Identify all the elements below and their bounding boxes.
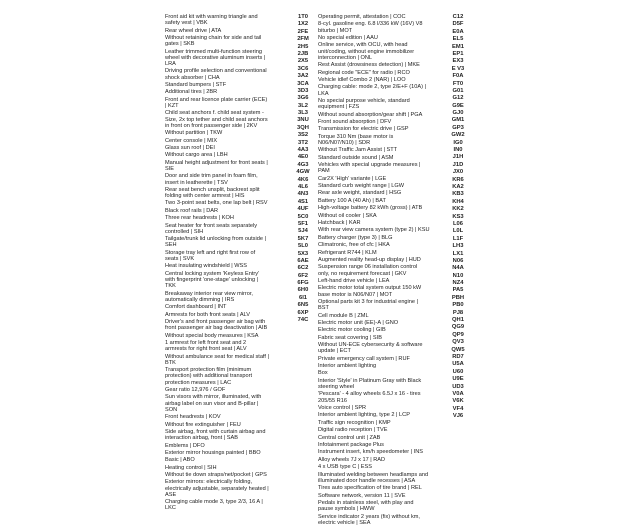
option-code: N4A: [452, 265, 464, 272]
option-code: 6I1: [298, 294, 308, 301]
option-code: G01: [452, 87, 464, 94]
option-code: 4GW: [296, 169, 310, 176]
option-code: IG0: [453, 139, 463, 146]
option-code: KB3: [452, 191, 464, 198]
option-description: Rest Assist (drowsiness detection) | MKE: [318, 62, 420, 69]
option-description: Transport protection film (minimum protection) with additional transport protection measures | LAC: [165, 367, 253, 386]
option-code: QG9: [451, 324, 465, 331]
option-code: KR6: [452, 176, 464, 183]
option-description: Heat insulating windshield | WSS: [165, 263, 247, 270]
option-description: Digital radio reception | TVE: [318, 427, 388, 434]
option-description: Battery 100 A (40 Ah) | BAT: [318, 197, 386, 204]
option-description: Without partition | TKW: [165, 130, 223, 137]
option-code: 4L6: [298, 183, 308, 190]
option-description: Torque 310 Nm (base motor is N06/N07/N10) | SDR: [318, 133, 394, 146]
option-code: 74C: [297, 317, 309, 324]
option-code: 2H5: [297, 43, 309, 50]
option-code: 6F2: [298, 272, 308, 279]
option-description: Without special body measures | KSA: [165, 332, 259, 339]
option-code: 5F1: [298, 220, 308, 227]
option-description: Central control unit | ZAB: [318, 434, 381, 441]
option-description: Refrigerant R744 | KLM: [318, 249, 377, 256]
option-description: Hatchback | KAR: [318, 220, 361, 227]
option-description: Vehicle idlef Combo 2 (NAR) | LOO: [318, 76, 406, 83]
option-description: Gear ratio 12,976 / GOF: [165, 386, 226, 393]
option-description: High-voltage battery 82 kWh (gross) | ATB: [318, 205, 423, 212]
option-code: 2JB: [297, 50, 309, 57]
option-code: EX3: [452, 58, 464, 65]
option-code: N10: [452, 272, 464, 279]
option-description: Without cargo area | LBH: [165, 152, 228, 159]
option-code: U5A: [452, 361, 464, 368]
option-description: 1 armrest for left front seat and 2 armrests for right front seat | ALV: [165, 339, 247, 353]
option-code: 3QH: [297, 124, 309, 131]
option-code: 1T0: [298, 14, 308, 20]
option-description: Electric motor unit (EE)-A | GNO: [318, 319, 399, 326]
option-description: Rear wheel drive | ATA: [165, 27, 222, 34]
option-code: U60: [452, 368, 464, 375]
option-code: KA2: [452, 183, 464, 190]
option-code: V6K: [452, 398, 464, 405]
option-description: Manual height adjustment for front seats | SIE: [165, 159, 268, 172]
option-description: Regional code "ECE" for radio | RCO: [318, 69, 410, 76]
option-code: GM1: [451, 117, 465, 124]
option-description: Heating control | SIH: [165, 464, 217, 471]
option-description: Transmission for electric drive | GSP: [318, 126, 409, 133]
description-column-2: [318, 14, 430, 526]
option-description: Central locking system 'Keyless Entry' with fingerprint 'one-stage' unlocking | TKK: [165, 270, 260, 290]
option-code: 6FG: [297, 280, 309, 287]
option-description: Alloy wheels 7J x 17 | RAD: [318, 456, 386, 463]
option-code: 3C6: [297, 65, 309, 72]
option-description: Electric motor cooling | GIB: [318, 327, 386, 334]
option-description: Instrument insert, km/h speedometer | INS: [318, 449, 423, 456]
option-code: 3G6: [297, 95, 309, 102]
option-description: Infotainment package Plus: [318, 442, 384, 448]
option-code: D5F: [452, 21, 464, 28]
option-description: Exterior mirrors: electrically folding, electrically adjustable, separately heated | ASE: [165, 479, 269, 498]
option-description: Front headrests | KOV: [165, 414, 221, 421]
option-code: JX0: [452, 169, 464, 176]
option-description: Without oil cooler | SKA: [318, 212, 377, 219]
option-description: Front and rear licence plate carrier (ECE) | KZT: [165, 96, 268, 109]
option-description: Operating permit, attestation | COC: [318, 14, 406, 20]
option-description: 'Pescara' - 4 alloy wheels 6.5J x 16 - tires 205/55 R16: [318, 391, 421, 404]
option-description: Sun visors with mirror, illuminated, with airbag label on sun visor and B-pillar | SON: [165, 394, 262, 413]
option-code: L1F: [452, 235, 464, 242]
option-description: Service indicator 2 years (fix) without km, electric vehicle | SEA: [318, 513, 420, 526]
option-description: Center console | MIX: [165, 137, 218, 144]
option-description: Suspension range 06 installation control only, no requirement forecast | GKV: [318, 264, 418, 277]
option-description: Driver's and front passenger air bag with front passenger air bag deactivation | AIB: [165, 319, 268, 332]
option-description: Box: [318, 370, 328, 377]
option-description: Battery charger (type 3) | BLG: [318, 234, 393, 241]
option-description: Without retaining chain for side and tail gates | SKB: [165, 34, 262, 48]
option-description: Three rear headrests | KOH: [165, 215, 234, 222]
option-description: Door and side trim panel in foam film, insert in leatherette | TSV: [165, 173, 258, 186]
option-description: No special edition | AAU: [318, 34, 378, 41]
option-description: Augmented reality head-up display | HUD: [318, 256, 421, 263]
option-code: G12: [452, 95, 464, 102]
option-code: EL5: [452, 36, 464, 43]
option-description: Charging cable mode 3, type 2/3, 16 A | LKC: [165, 499, 263, 512]
option-code: 3L3: [298, 110, 308, 117]
option-code: PB0: [452, 302, 464, 309]
code-column-1: [290, 14, 316, 480]
option-code: E V3: [451, 65, 465, 72]
option-code: 4A3: [297, 147, 309, 154]
option-description: Standard outside sound | ASM: [318, 154, 394, 161]
option-code: NZ4: [452, 280, 464, 287]
option-description: 8-cyl. gasoline eng. 6.8 l/336 kW (16V) V8 biturbo | MOT: [318, 21, 423, 34]
option-description: Cell module B | ZML: [318, 312, 369, 319]
option-description: Without Traffic Jam Assist | STT: [318, 147, 398, 154]
option-description: Voice control | SPR: [318, 405, 367, 412]
option-code: 6H0: [297, 287, 309, 294]
option-description: Pedals in stainless steel, with play and pause symbols | HWW: [318, 499, 414, 513]
option-code: EP1: [452, 50, 464, 57]
option-description: Online service, with OCU, with head unit/coding, without engine immobilizer interconnection | ONL: [318, 42, 415, 61]
option-code: FT0: [452, 80, 464, 87]
option-code: 4E0: [297, 154, 309, 161]
option-description: Armrests for both front seats | ALV: [165, 311, 250, 318]
option-description: Rear axle weight, standard | HSG: [318, 190, 402, 197]
option-description: Additional tires | 2BR: [165, 89, 218, 96]
option-code: 5J4: [298, 228, 308, 235]
option-description: Exterior mirror housings painted | BBO: [165, 449, 261, 456]
option-code: GJ0: [452, 110, 464, 117]
option-code: QH1: [452, 317, 464, 324]
option-code: 4N3: [297, 191, 309, 198]
option-code: RD7: [452, 353, 464, 360]
option-description: Optional parts kit 3 for industrial engine | BST: [318, 298, 419, 312]
option-code: LX1: [452, 250, 464, 257]
option-code: C12: [452, 14, 464, 20]
option-code: UD3: [452, 383, 464, 390]
option-description: Fabric seat covering | SIB: [318, 334, 382, 341]
option-code: N06: [452, 257, 464, 264]
option-description: Basic | ABO: [165, 457, 195, 464]
option-code: 3CA: [297, 80, 309, 87]
option-code: 3D3: [297, 87, 309, 94]
option-description: Left-hand drive vehicle | LEA: [318, 277, 390, 284]
option-description: Standard bumpers | STF: [165, 81, 227, 88]
option-description: Without ambulance seat for medical staff | BTK: [165, 353, 269, 366]
option-code: E0A: [452, 28, 464, 35]
option-code: KH4: [452, 198, 464, 205]
option-description: Tires auto specification of tire brand | REL: [318, 485, 422, 492]
option-code: U9E: [452, 376, 464, 383]
option-description: Emblems | DFO: [165, 442, 205, 449]
option-code: QW5: [451, 346, 465, 353]
option-description: Without tie down straps/net/pocket | GPS: [165, 472, 267, 479]
option-description: Black roof rails | DAR: [165, 207, 219, 214]
option-description: Glass sun roof | DEI: [165, 144, 215, 151]
option-description: Front sound absorption | DFV: [318, 118, 392, 125]
option-description: Interior ambient lighting, type 2 | LCP: [318, 412, 410, 419]
option-description: Child seat anchors f. child seat system - Size, 2x top tether and child seat anchors in front on front passenger side | 2KV: [165, 110, 268, 129]
option-code: 4K6: [297, 176, 309, 183]
option-code: 6AE: [297, 257, 309, 264]
option-code: 2X5: [297, 58, 309, 65]
option-code: J1H: [452, 154, 464, 161]
option-code: 5K7: [297, 235, 309, 242]
option-code: 3S2: [297, 132, 309, 139]
option-code: 4UF: [297, 206, 309, 213]
option-description: Traffic sign recognition | KMP: [318, 419, 391, 426]
option-description: Electric motor total system output 150 kW base motor is N06/N07 | MOT: [318, 285, 422, 298]
option-description: Without UN-ECE cybersecurity & software update | ECT: [318, 342, 423, 355]
option-code: KK2: [452, 206, 464, 213]
option-code: VJ6: [452, 413, 464, 420]
option-code: QV3: [452, 339, 464, 346]
option-description: With rear view camera system (type 2) | KSU: [318, 227, 430, 234]
option-code: QP9: [452, 331, 464, 338]
code-column-2: [445, 14, 471, 480]
option-description: 4 x USB type C | ESS: [318, 464, 372, 471]
option-code: 3T2: [298, 139, 308, 146]
option-description: Storage tray left and right first row of seats | SVK: [165, 249, 256, 263]
option-code: IN0: [453, 147, 463, 154]
option-description: Interior ambient lighting: [318, 363, 377, 370]
option-description: Vehicles with special upgrade measures | PAM: [318, 162, 421, 175]
option-code: 3NU: [297, 117, 309, 124]
option-description: Private emergency call system | RUF: [318, 355, 410, 362]
option-code: KS3: [452, 213, 464, 220]
option-description: Breakaway interior rear view mirror, automatically dimming | IRS: [165, 290, 253, 303]
option-code: V0A: [452, 390, 464, 397]
option-code: L06: [453, 220, 463, 227]
option-description: Two 3-point seat belts, one lap belt | RSV: [165, 200, 268, 207]
option-code: 4S1: [297, 198, 309, 205]
option-code: GW2: [451, 132, 465, 139]
option-code: 3A2: [297, 73, 309, 80]
option-code: 5C0: [297, 213, 309, 220]
option-code: 4G3: [297, 161, 309, 168]
option-code: 5L0: [298, 243, 308, 250]
option-description: Driving profile selection and conventional shock absorber | CHA: [165, 68, 267, 81]
option-description: Tailgate/trunk lid unlocking from outside | SEH: [165, 236, 266, 249]
option-description: Climatronic, free of cfc | HKA: [318, 242, 390, 249]
option-code: 6N5: [297, 302, 309, 309]
option-code: 6C2: [297, 265, 309, 272]
option-code: 6XP: [297, 309, 309, 316]
option-description: Car2X 'High' variante | LGE: [318, 175, 387, 182]
option-code: 1X2: [297, 21, 309, 28]
option-code: 2FE: [297, 28, 309, 35]
option-description: No special purpose vehicle, standard equipment | FZS: [318, 97, 410, 111]
option-code: PA5: [452, 287, 464, 294]
option-description: Comfort dashboard | INT: [165, 304, 227, 311]
option-code: EM1: [452, 43, 464, 50]
option-code: 3L2: [298, 102, 308, 109]
option-description: Without fire extinguisher | FEU: [165, 421, 241, 428]
option-code: PBH: [451, 294, 465, 301]
option-code: J1D: [452, 161, 464, 168]
option-code: F0A: [452, 73, 464, 80]
option-description: Seat heater for front seats separately controlled | SIH: [165, 222, 258, 235]
option-description: Front aid kit with warning triangle and safety vest | VBK: [165, 14, 258, 27]
option-description: Software network, version 11 | SVE: [318, 492, 406, 499]
option-code: 2FM: [297, 36, 309, 43]
option-code: GP3: [452, 124, 464, 131]
description-column-1: [165, 14, 269, 512]
option-description: Without sound absorption/gear shift | PGA: [318, 111, 423, 118]
option-description: Charging cable: mode 2, type 2/E+F (10A) | LKA: [318, 84, 426, 97]
option-code: G9E: [452, 102, 464, 109]
option-code: VF4: [452, 405, 464, 412]
option-code: PJ8: [452, 309, 464, 316]
option-description: Rear seat bench unsplit, backrest split folding with center armrest | HIS: [165, 186, 260, 200]
option-description: Leather trimmed multi-function steering wheel with decorative aluminum inserts | LRA: [165, 48, 266, 67]
option-code: L0L: [452, 228, 464, 235]
option-description: Standard curb weight range | LGW: [318, 183, 405, 190]
option-code: 5X3: [297, 250, 309, 257]
option-code: LH3: [452, 243, 464, 250]
option-description: Illuminated welding between headlamps and illuminated door handle recesses | ASA: [318, 471, 429, 484]
option-description: Side airbag, front with curtain airbag and interaction airbag, front | SAB: [165, 428, 266, 442]
option-description: Interior 'Style' in Platinum Gray with Black steering wheel: [318, 377, 422, 391]
